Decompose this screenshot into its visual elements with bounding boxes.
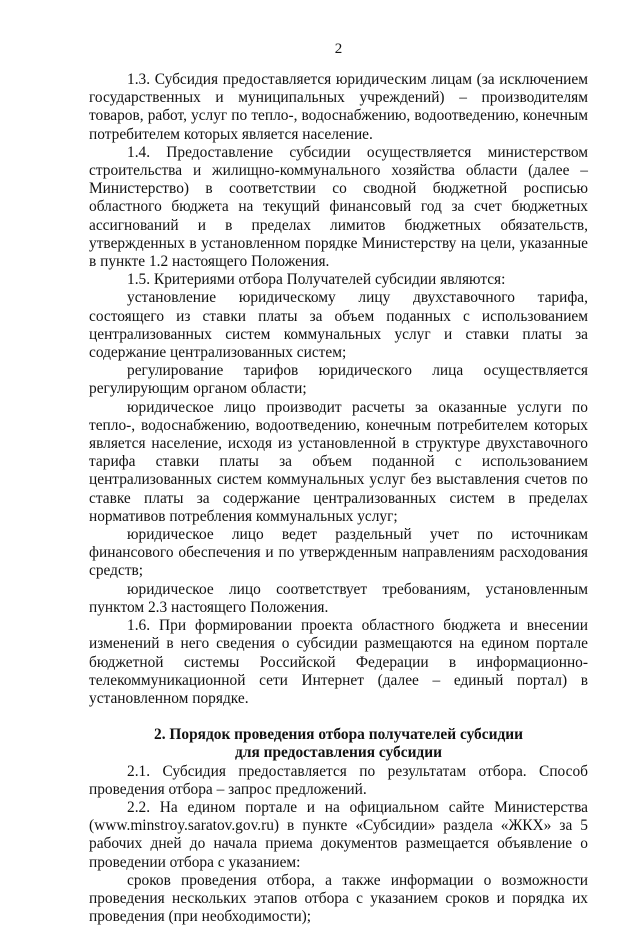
paragraph-1-3: 1.3. Субсидия предоставляется юридическим лицам (за исключением государственных и муниципальных учреждений) – производителям товаров, работ, услуг по тепло-, водоснабжению, водоотведению, конечным потребителем которых является население.: [89, 71, 588, 143]
document-page: [89, 40, 588, 926]
criterion-separate-accounting: юридическое лицо ведет раздельный учет по источникам финансового обеспечения и по утвержденным направлениям расходования средств;: [89, 526, 588, 580]
paragraph-1-5: 1.5. Критериями отбора Получателей субсидии являются:: [127, 271, 506, 289]
section-heading-line-2: для предоставления субсидии: [235, 744, 442, 762]
criterion-requirements: юридическое лицо соответствует требованиям, установленным пунктом 2.3 настоящего Положения.: [89, 580, 588, 616]
section-heading-line-1: 2. Порядок проведения отбора получателей субсидии: [154, 726, 523, 744]
paragraph-1-4: 1.4. Предоставление субсидии осуществляется министерством строительства и жилищно-коммунального хозяйства области (далее – Министерство) в соответствии со сводной бюджетной росписью областного бюджета на текущий финансовый год за счет бюджетных ассигнований и в пределах лимитов бюджетных обязательств, утвержденных в установленном порядке Министерству на цели, указанные в пункте 1.2 настоящего Положения.: [89, 143, 588, 271]
item-selection-terms: сроков проведения отбора, а также информации о возможности проведения нескольких этапов отбора с указанием сроков и порядка их проведения (при необходимости);: [89, 871, 588, 926]
paragraph-2-1: 2.1. Субсидия предоставляется по результатам отбора. Способ проведения отбора – запрос предложений.: [89, 762, 588, 798]
paragraph-2-2: 2.2. На едином портале и на официальном сайте Министерства (www.minstroy.saratov.gov.ru) в пункте «Субсидии» раздела «ЖКХ» за 5 рабочих дней до начала приема документов размещается объявление о проведении отбора с указанием:: [89, 798, 588, 871]
section-spacer: [89, 708, 588, 726]
criterion-settlements: юридическое лицо производит расчеты за оказанные услуги по тепло-, водоснабжению, водоотведению, конечным потребителем которых является население, исходя из установленной в структуре двухставочного тарифа ставки платы за объем поданной с использованием централизованных систем коммунальных услуг без выставления счетов по ставке платы за содержание централизованных систем в пределах нормативов потребления коммунальных услуг;: [89, 398, 588, 525]
paragraph-1-6: 1.6. При формировании проекта областного бюджета и внесении изменений в него сведения о субсидии размещаются на едином портале бюджетной системы Российской Федерации в информационно-телекоммуникационной сети Интернет (далее – единый портал) в установленном порядке.: [89, 617, 588, 707]
page-number: 2: [334, 41, 343, 57]
criterion-tariff-regulation: регулирование тарифов юридического лица осуществляется регулирующим органом области;: [89, 362, 588, 398]
criterion-two-part-tariff: установление юридическому лицу двухставочного тарифа, состоящего из ставки платы за объем поданных с использованием централизованных систем коммунальных услуг и ставки платы за содержание централизованных систем;: [89, 289, 588, 362]
